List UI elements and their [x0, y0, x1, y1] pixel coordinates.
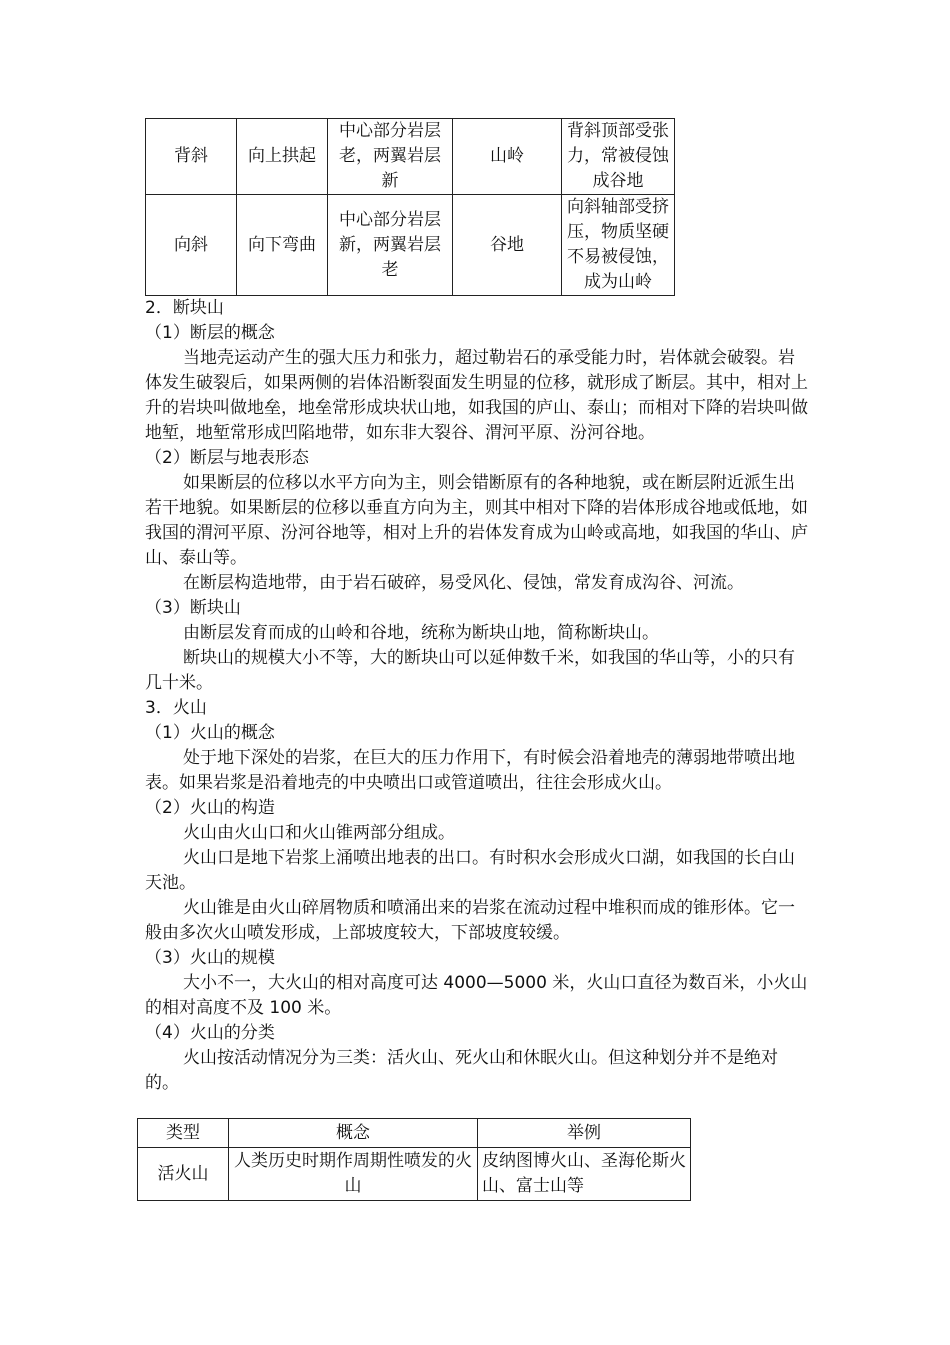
- table-header-cell: 概念: [229, 1119, 478, 1148]
- table-row: [146, 119, 675, 195]
- paragraph: 由断层发育而成的山岭和谷地，统称为断块山地，简称断块山。: [183, 623, 659, 643]
- subsection-heading: （1）火山的概念: [145, 723, 275, 743]
- table-cell: 向上拱起: [237, 119, 328, 195]
- table-cell: 向斜轴部受挤压，物质坚硬不易被侵蚀，成为山岭: [562, 195, 675, 296]
- table-row: [146, 195, 675, 296]
- paragraph: 当地壳运动产生的强大压力和张力，超过勒岩石的承受能力时，岩体就会破裂。岩体发生破裂后，如果两侧的岩体沿断裂面发生明显的位移，就形成了断层。其中，相对上升的岩块叫做地垒，地垒常形成块状山地，如我国的庐山、泰山；而相对下降的岩块叫做地堑，地堑常形成凹陷地带，如东非大裂谷、渭河平原、汾河谷地。: [145, 348, 808, 443]
- table-cell: 背斜: [146, 119, 237, 195]
- paragraph: 火山由火山口和火山锥两部分组成。: [183, 823, 455, 843]
- subsection-heading: （2）火山的构造: [145, 798, 275, 818]
- paragraph: 断块山的规模大小不等，大的断块山可以延伸数千米，如我国的华山等，小的只有几十米。: [145, 648, 795, 693]
- volcano-type-table: [137, 1118, 691, 1201]
- paragraph: 火山按活动情况分为三类：活火山、死火山和休眠火山。但这种划分并不是绝对的。: [145, 1048, 778, 1093]
- section-heading: 3．火山: [145, 698, 207, 718]
- table-header-cell: 举例: [478, 1119, 691, 1148]
- body-text: [145, 296, 810, 1096]
- table-cell: 人类历史时期作周期性喷发的火山: [229, 1148, 478, 1201]
- subsection-heading: （2）断层与地表形态: [145, 448, 309, 468]
- paragraph: 火山锥是由火山碎屑物质和喷涌出来的岩浆在流动过程中堆积而成的锥形体。它一般由多次火山喷发形成，上部坡度较大，下部坡度较缓。: [145, 898, 795, 943]
- table-header-cell: 类型: [138, 1119, 229, 1148]
- table-cell: 山岭: [453, 119, 562, 195]
- table-cell: 活火山: [138, 1148, 229, 1201]
- table-cell: 谷地: [453, 195, 562, 296]
- section-heading: 2．断块山: [145, 298, 224, 318]
- table-cell: 中心部分岩层老，两翼岩层新: [328, 119, 453, 195]
- table-cell: 背斜顶部受张力，常被侵蚀成谷地: [562, 119, 675, 195]
- fold-comparison-table: [145, 118, 675, 296]
- subsection-heading: （3）断块山: [145, 598, 241, 618]
- table-cell: 向下弯曲: [237, 195, 328, 296]
- table-row: [138, 1148, 691, 1201]
- subsection-heading: （1）断层的概念: [145, 323, 275, 343]
- table-cell: 向斜: [146, 195, 237, 296]
- subsection-heading: （3）火山的规模: [145, 948, 275, 968]
- table-cell: 皮纳图博火山、圣海伦斯火山、富士山等: [478, 1148, 691, 1201]
- paragraph: 处于地下深处的岩浆，在巨大的压力作用下，有时候会沿着地壳的薄弱地带喷出地表。如果岩浆是沿着地壳的中央喷出口或管道喷出，往往会形成火山。: [145, 748, 795, 793]
- paragraph: 如果断层的位移以水平方向为主，则会错断原有的各种地貌，或在断层附近派生出若干地貌。如果断层的位移以垂直方向为主，则其中相对下降的岩体形成谷地或低地，如我国的渭河平原、汾河谷地等，相对上升的岩体发育成为山岭或高地，如我国的华山、庐山、泰山等。: [145, 473, 808, 568]
- paragraph: 火山口是地下岩浆上涌喷出地表的出口。有时积水会形成火口湖，如我国的长白山天池。: [145, 848, 795, 893]
- table-cell: 中心部分岩层新，两翼岩层老: [328, 195, 453, 296]
- paragraph: 大小不一，大火山的相对高度可达 4000—5000 米，火山口直径为数百米，小火山的相对高度不及 100 米。: [145, 973, 808, 1018]
- subsection-heading: （4）火山的分类: [145, 1023, 275, 1043]
- table-header-row: [138, 1119, 691, 1148]
- paragraph: 在断层构造地带，由于岩石破碎，易受风化、侵蚀，常发育成沟谷、河流。: [183, 573, 744, 593]
